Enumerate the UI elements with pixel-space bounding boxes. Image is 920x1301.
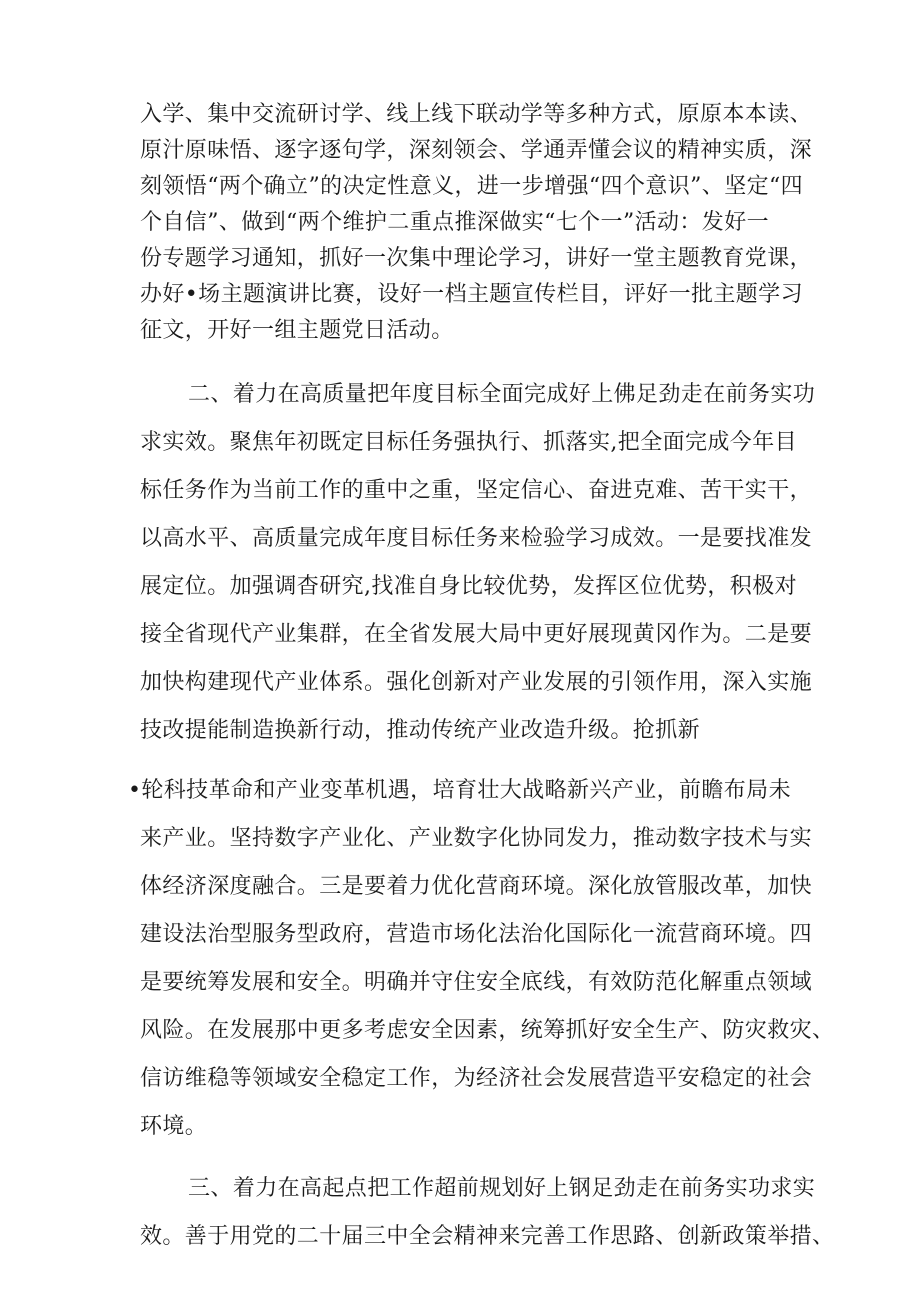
paragraph-line: 技改提能制造换新行动，推动传统产业改造升级。抢抓新 — [140, 718, 701, 743]
paragraph-line: 刻领悟“两个确立”的决定性意义，进一步增强“四个意识”、坚定“四 — [140, 174, 804, 199]
paragraph-line: 以高水平、高质量完成年度目标任务来检验学习成效。一是要找准发 — [140, 526, 813, 551]
paragraph-heading-line: 二、着力在高质量把年度目标全面完成好上佛足劲走在前务实功 — [188, 382, 816, 407]
paragraph-line: 标任务作为当前工作的重中之重，坚定信心、奋进克难、苦干实干， — [140, 478, 813, 503]
paragraph-line: 原汁原味悟、逐字逐句学，深刻领会、学通弄懂会议的精神实质，深 — [140, 138, 813, 163]
paragraph-line: 来产业。坚持数字产业化、产业数字化协同发力，推动数字技术与实 — [140, 826, 813, 851]
paragraph-line: 办好•场主题演讲比赛，设好一档主题宣传栏目，评好一批主题学习 — [140, 282, 803, 307]
paragraph-line: 个自信”、做到“两个维护二重点推深做实“七个一”活动：发好一 — [140, 210, 769, 235]
paragraph-line: 建设法治型服务型政府，营造市场化法治化国际化一流营商环境。四 — [140, 922, 813, 947]
paragraph-line: 体经济深度融合。三是要着力优化营商环境。深化放管服改革，加快 — [140, 874, 813, 899]
paragraph-line: •轮科技革命和产业变革机遇，培育壮大战略新兴产业，前瞻布局未 — [128, 778, 791, 803]
paragraph-line: 份专题学习通知，抓好一次集中理论学习，讲好一堂主题教育党课， — [140, 246, 813, 271]
paragraph-line: 加快构建现代产业体系。强化创新对产业发展的引领作用，深入实施 — [140, 670, 813, 695]
paragraph-line: 征文，开好一组主题党日活动。 — [140, 318, 454, 343]
paragraph-line: 入学、集中交流研讨学、线上线下联动学等多种方式，原原本本读、 — [140, 102, 813, 127]
paragraph-heading-line: 三、着力在高起点把工作超前规划好上钢足劲走在前务实功求实 — [188, 1176, 816, 1201]
paragraph-line: 求实效。聚焦年初既定目标任务强执行、抓落实,把全面完成今年目 — [140, 430, 797, 455]
paragraph-line: 效。善于用党的二十届三中全会精神来完善工作思路、创新政策举措、 — [140, 1224, 835, 1249]
paragraph-line: 信访维稳等领域安全稳定工作，为经济社会发展营造平安稳定的社会 — [140, 1066, 813, 1091]
paragraph-line: 是要统筹发展和安全。明确并守住安全底线，有效防范化解重点领域 — [140, 970, 813, 995]
paragraph-line: 风险。在发展那中更多考虑安全因素，统筹抓好安全生产、防灾救灾、 — [140, 1018, 835, 1043]
paragraph-line: 展定位。加强调杳研究,找准自身比较优势，发挥区位优势，积极对 — [140, 574, 797, 599]
paragraph-line: 接全省现代产业集群，在全省发展大局中更好展现黄冈作为。二是要 — [140, 622, 813, 647]
paragraph-line: 环境。 — [140, 1114, 208, 1139]
